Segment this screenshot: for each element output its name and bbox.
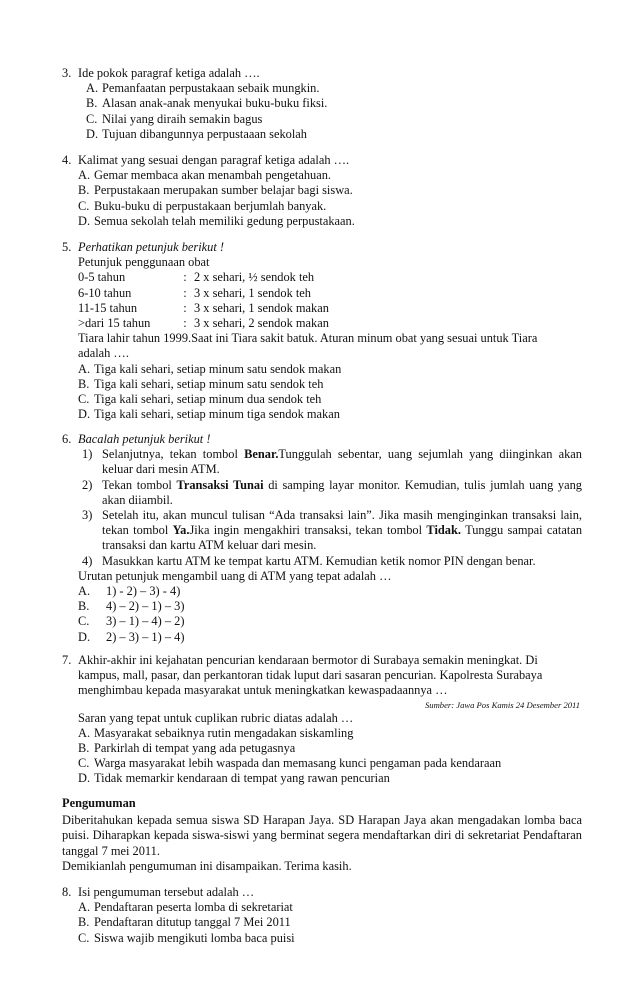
option-b: B. 4) – 2) – 1) – 3) [78, 599, 185, 614]
dosage-row: 6-10 tahun : 3 x sehari, 1 sendok teh [78, 285, 311, 300]
announcement-body: Diberitahukan kepada semua siswa SD Harapan Jaya. SD Harapan Jaya akan mengadakan lomba baca puisi. Diharapkan kepada siswa-siswi yang berminat segera mendaftarkan diri di sekretariat Pendaftaran tanggal 7 mei 2011. [62, 813, 582, 858]
question-stem: Urutan petunjuk mengambil uang di ATM yang tepat adalah … [78, 568, 392, 583]
question-6 [62, 432, 582, 645]
option-a: A. Gemar membaca akan menambah pengetahuan. [78, 168, 332, 183]
option-b: B. Pendaftaran ditutup tanggal 7 Mei 2011 [78, 915, 291, 930]
dosage-row: 11-15 tahun : 3 x sehari, 1 sendok makan [78, 300, 329, 315]
question-stem: Kalimat yang sesuai dengan paragraf ketiga adalah …. [78, 153, 350, 167]
question-number: 3. [62, 66, 72, 80]
atm-step-2: 2) Tekan tombol Transaksi Tunai di samping layar monitor. Kemudian, tulis jumlah uang yang akan diiambil. [82, 477, 582, 507]
option-b: B. Tiga kali sehari, setiap minum satu sendok teh [78, 376, 324, 391]
question-stem: Tiara lahir tahun 1999.Saat ini Tiara sakit batuk. Aturan minum obat yang sesuai untuk Tiara [78, 331, 538, 346]
question-5 [62, 240, 582, 422]
option-d: D. Tujuan dibangunnya perpustaaan sekolah [86, 126, 307, 141]
question-number: 6. [62, 432, 72, 446]
option-c: C. Siswa wajib mengikuti lomba baca puisi [78, 930, 295, 945]
option-c: C. Tiga kali sehari, setiap minum dua sendok teh [78, 392, 322, 407]
question-instruction: Bacalah petunjuk berikut ! [78, 432, 211, 446]
question-instruction: Perhatikan petunjuk berikut ! [78, 240, 225, 254]
question-number: 7. [62, 653, 72, 667]
atm-step-1: 1) Selanjutnya, tekan tombol Benar.Tunggulah sebentar, uang sejumlah yang diinginkan akan keluar dari mesin ATM. [82, 447, 582, 477]
option-d: D. Tiga kali sehari, setiap minum tiga sendok makan [78, 407, 340, 422]
passage-line: menghimbau kepada masyarakat untuk meningkatkan kewaspadaannya … [78, 683, 448, 698]
dosage-row: 0-5 tahun : 2 x sehari, ½ sendok teh [78, 270, 315, 285]
option-c: C. Buku-buku di perpustakaan berjumlah banyak. [78, 198, 327, 213]
question-3 [62, 66, 582, 142]
question-number: 8. [62, 885, 72, 899]
option-a: A. Masyarakat sebaiknya rutin mengadakan siskamling [78, 725, 354, 740]
question-stem: Saran yang tepat untuk cuplikan rubric diatas adalah … [78, 710, 354, 725]
question-8 [62, 885, 582, 946]
option-b: B. Alasan anak-anak menyukai buku-buku fiksi. [86, 96, 328, 111]
option-d: D. 2) – 3) – 1) – 4) [78, 629, 185, 644]
question-7 [62, 653, 582, 787]
atm-step-3: 3) Setelah itu, akan muncul tulisan “Ada transaksi lain”. Jika masih menginginkan transaksi lain, tekan tombol Ya.Jika ingin mengakhiri transaksi, tekan tombol Tidak. Tunggu sampai catatan transaksi dan kartu ATM keluar dari mesin. [82, 508, 583, 553]
atm-step-4: 4) Masukkan kartu ATM ke tempat kartu ATM. Kemudian ketik nomor PIN dengan benar. [82, 553, 536, 568]
passage-source: Sumber: Jawa Pos Kamis 24 Desember 2011 [425, 699, 580, 710]
option-d: D. Tidak memarkir kendaraan di tempat yang rawan pencurian [78, 771, 390, 786]
option-c: C. Warga masyarakat lebih waspada dan memasang kunci pengaman pada kendaraan [78, 756, 502, 771]
dosage-title: Petunjuk penggunaan obat [78, 255, 210, 270]
option-a: A. Pemanfaatan perpustakaan sebaik mungkin. [86, 81, 320, 96]
option-b: B. Perpustakaan merupakan sumber belajar bagi siswa. [78, 183, 353, 198]
option-a: A. Pendaftaran peserta lomba di sekretariat [78, 900, 293, 915]
question-number: 5. [62, 240, 72, 254]
question-stem-continued: adalah …. [78, 346, 129, 361]
question-stem: Isi pengumuman tersebut adalah … [78, 885, 255, 899]
passage-line: Akhir-akhir ini kejahatan pencurian kendaraan bermotor di Surabaya semakin meningkat. Di [78, 653, 538, 667]
question-4 [62, 153, 582, 229]
announcement-closing: Demikianlah pengumuman ini disampaikan. Terima kasih. [62, 858, 352, 873]
passage-line: kampus, mall, pasar, dan perkantoran tidak luput dari sasaran pencurian. Kapolresta Surabaya [78, 668, 543, 683]
option-a: A. Tiga kali sehari, setiap minum satu sendok makan [78, 361, 342, 376]
announcement-heading: Pengumuman [62, 796, 136, 810]
dosage-row: >dari 15 tahun : 3 x sehari, 2 sendok makan [78, 316, 329, 331]
option-b: B. Parkirlah di tempat yang ada petugasnya [78, 741, 296, 756]
announcement [62, 796, 582, 874]
option-c: C. Nilai yang diraih semakin bagus [86, 111, 263, 126]
question-stem: Ide pokok paragraf ketiga adalah …. [78, 66, 260, 80]
option-d: D. Semua sekolah telah memiliki gedung perpustakaan. [78, 213, 355, 228]
option-c: C. 3) – 1) – 4) – 2) [78, 614, 185, 629]
question-number: 4. [62, 153, 72, 167]
option-a: A. 1) - 2) – 3) - 4) [78, 584, 181, 599]
dosage-table [78, 270, 582, 331]
